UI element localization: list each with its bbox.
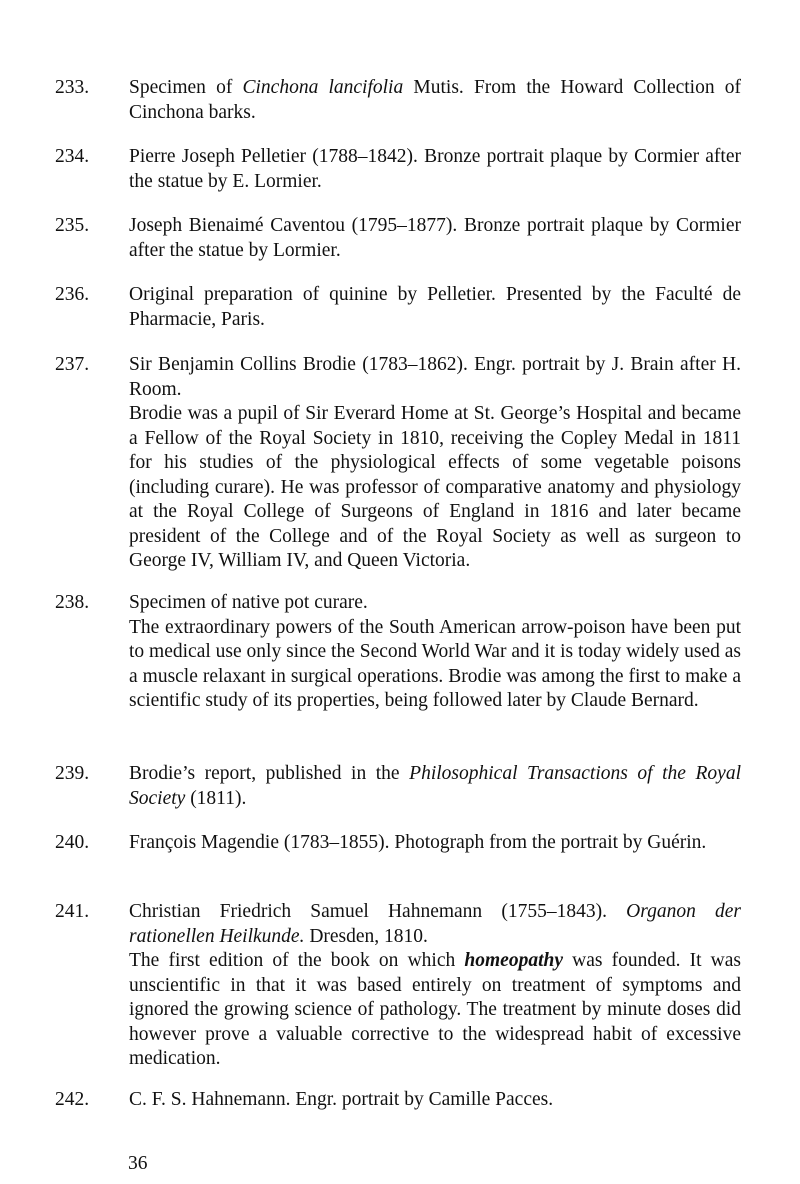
entry-text: Original preparation of quinine by Pelletier. Presented by the Faculté de Pharmacie, Paris. (129, 284, 741, 330)
entry-text: François Magendie (1783–1855). Photograph from the portrait by Guérin. (129, 832, 707, 853)
entry-number: 240. (55, 832, 90, 853)
entry-number: 238. (55, 592, 90, 613)
entry-number: 236. (55, 284, 90, 305)
catalogue-entry-235 (55, 214, 755, 263)
entry-note: Brodie was a pupil of Sir Everard Home at St. George’s Hospital and became a Fellow of the Royal Society in 1810, receiving the Copley Medal in 1811 for his studies of the physiological effects of some vegetable poisons (including curare). He was professor of comparative anatomy and physiology at the Royal College of Surgeons of England in 1816 and later became president of the College and of the Royal Society as well as surgeon to George IV, William IV, and Queen Victoria. (129, 403, 741, 571)
emphasized-term: homeopathy (464, 950, 564, 971)
catalogue-entry-238 (55, 591, 755, 714)
entry-number: 233. (55, 77, 90, 98)
catalogue-entry-241 (55, 900, 755, 1072)
journal-title: Philosophical Transactions of the Royal Society (129, 763, 741, 809)
entry-number: 237. (55, 354, 90, 375)
entry-note: The extraordinary powers of the South American arrow-poison have been put to medical use only since the Second World War and it is today widely used as a muscle relaxant in surgical operations. Brodie was among the first to make a scientific study of its properties, being followed later by Claude Bernard. (129, 616, 741, 711)
entry-text: Sir Benjamin Collins Brodie (1783–1862). Engr. portrait by J. Brain after H. Room. Brodie was a pupil of Sir Everard Home at St. George’s Hospital and became a Fellow of the Royal Society in 1810, receiving the Copley Medal in 1811 for his studies of the physiological effects of some vegetable poisons (including curare). He was professor of comparative anatomy and physiology at the Royal College of Surgeons of England in 1816 and later became president of the College and of the Royal Society as well as surgeon to George IV, William IV, and Queen Victoria. (129, 353, 741, 574)
catalogue-entry-234 (55, 145, 755, 194)
entry-number: 235. (55, 215, 90, 236)
book-title: Organon der rationellen Heilkunde. (129, 901, 741, 947)
catalogue-entry-236 (55, 283, 755, 332)
catalogue-entry-233 (55, 76, 755, 125)
entry-text: Christian Friedrich Samuel Hahnemann (1755–1843). Organon der rationellen Heilkunde. Dresden, 1810. The first edition of the book on which homeopathy was founded. It was unscientific in that it was based entirely on treatment of symptoms and ignored the growing science of pathology. The treatment by minute doses did however prove a valuable corrective to the widespread habit of excessive medication. (129, 900, 741, 1072)
entry-text: Specimen of Cinchona lancifolia Mutis. From the Howard Collection of Cinchona barks. (129, 77, 742, 123)
entry-note: The first edition of the book on which homeopathy was founded. It was unscientific in that it was based entirely on treatment of symptoms and ignored the growing science of pathology. The treatment by minute doses did however prove a valuable corrective to the widespread habit of excessive medication. (129, 950, 742, 1069)
catalogue-entry-239 (55, 762, 755, 811)
entry-number: 234. (55, 146, 90, 167)
entry-number: 241. (55, 901, 90, 922)
catalogue-entry-240 (55, 831, 755, 856)
entry-text: Joseph Bienaimé Caventou (1795–1877). Bronze portrait plaque by Cormier after the statue by Lormier. (129, 215, 741, 261)
page-number: 36 (128, 1153, 148, 1174)
entry-number: 239. (55, 763, 90, 784)
species-name: Cinchona lancifolia (242, 77, 404, 98)
catalogue-entry-237 (55, 353, 755, 574)
entry-text: Specimen of native pot curare. The extraordinary powers of the South American arrow-poison have been put to medical use only since the Second World War and it is today widely used as a muscle relaxant in surgical operations. Brodie was among the first to make a scientific study of its properties, being followed later by Claude Bernard. (129, 591, 741, 714)
entry-text: Pierre Joseph Pelletier (1788–1842). Bronze portrait plaque by Cormier after the statue by E. Lormier. (129, 146, 741, 192)
catalogue-entry-242 (55, 1088, 755, 1113)
entry-text: C. F. S. Hahnemann. Engr. portrait by Camille Pacces. (129, 1089, 554, 1110)
entry-number: 242. (55, 1089, 90, 1110)
entry-text: Brodie’s report, published in the Philosophical Transactions of the Royal Society (1811). (129, 763, 741, 809)
